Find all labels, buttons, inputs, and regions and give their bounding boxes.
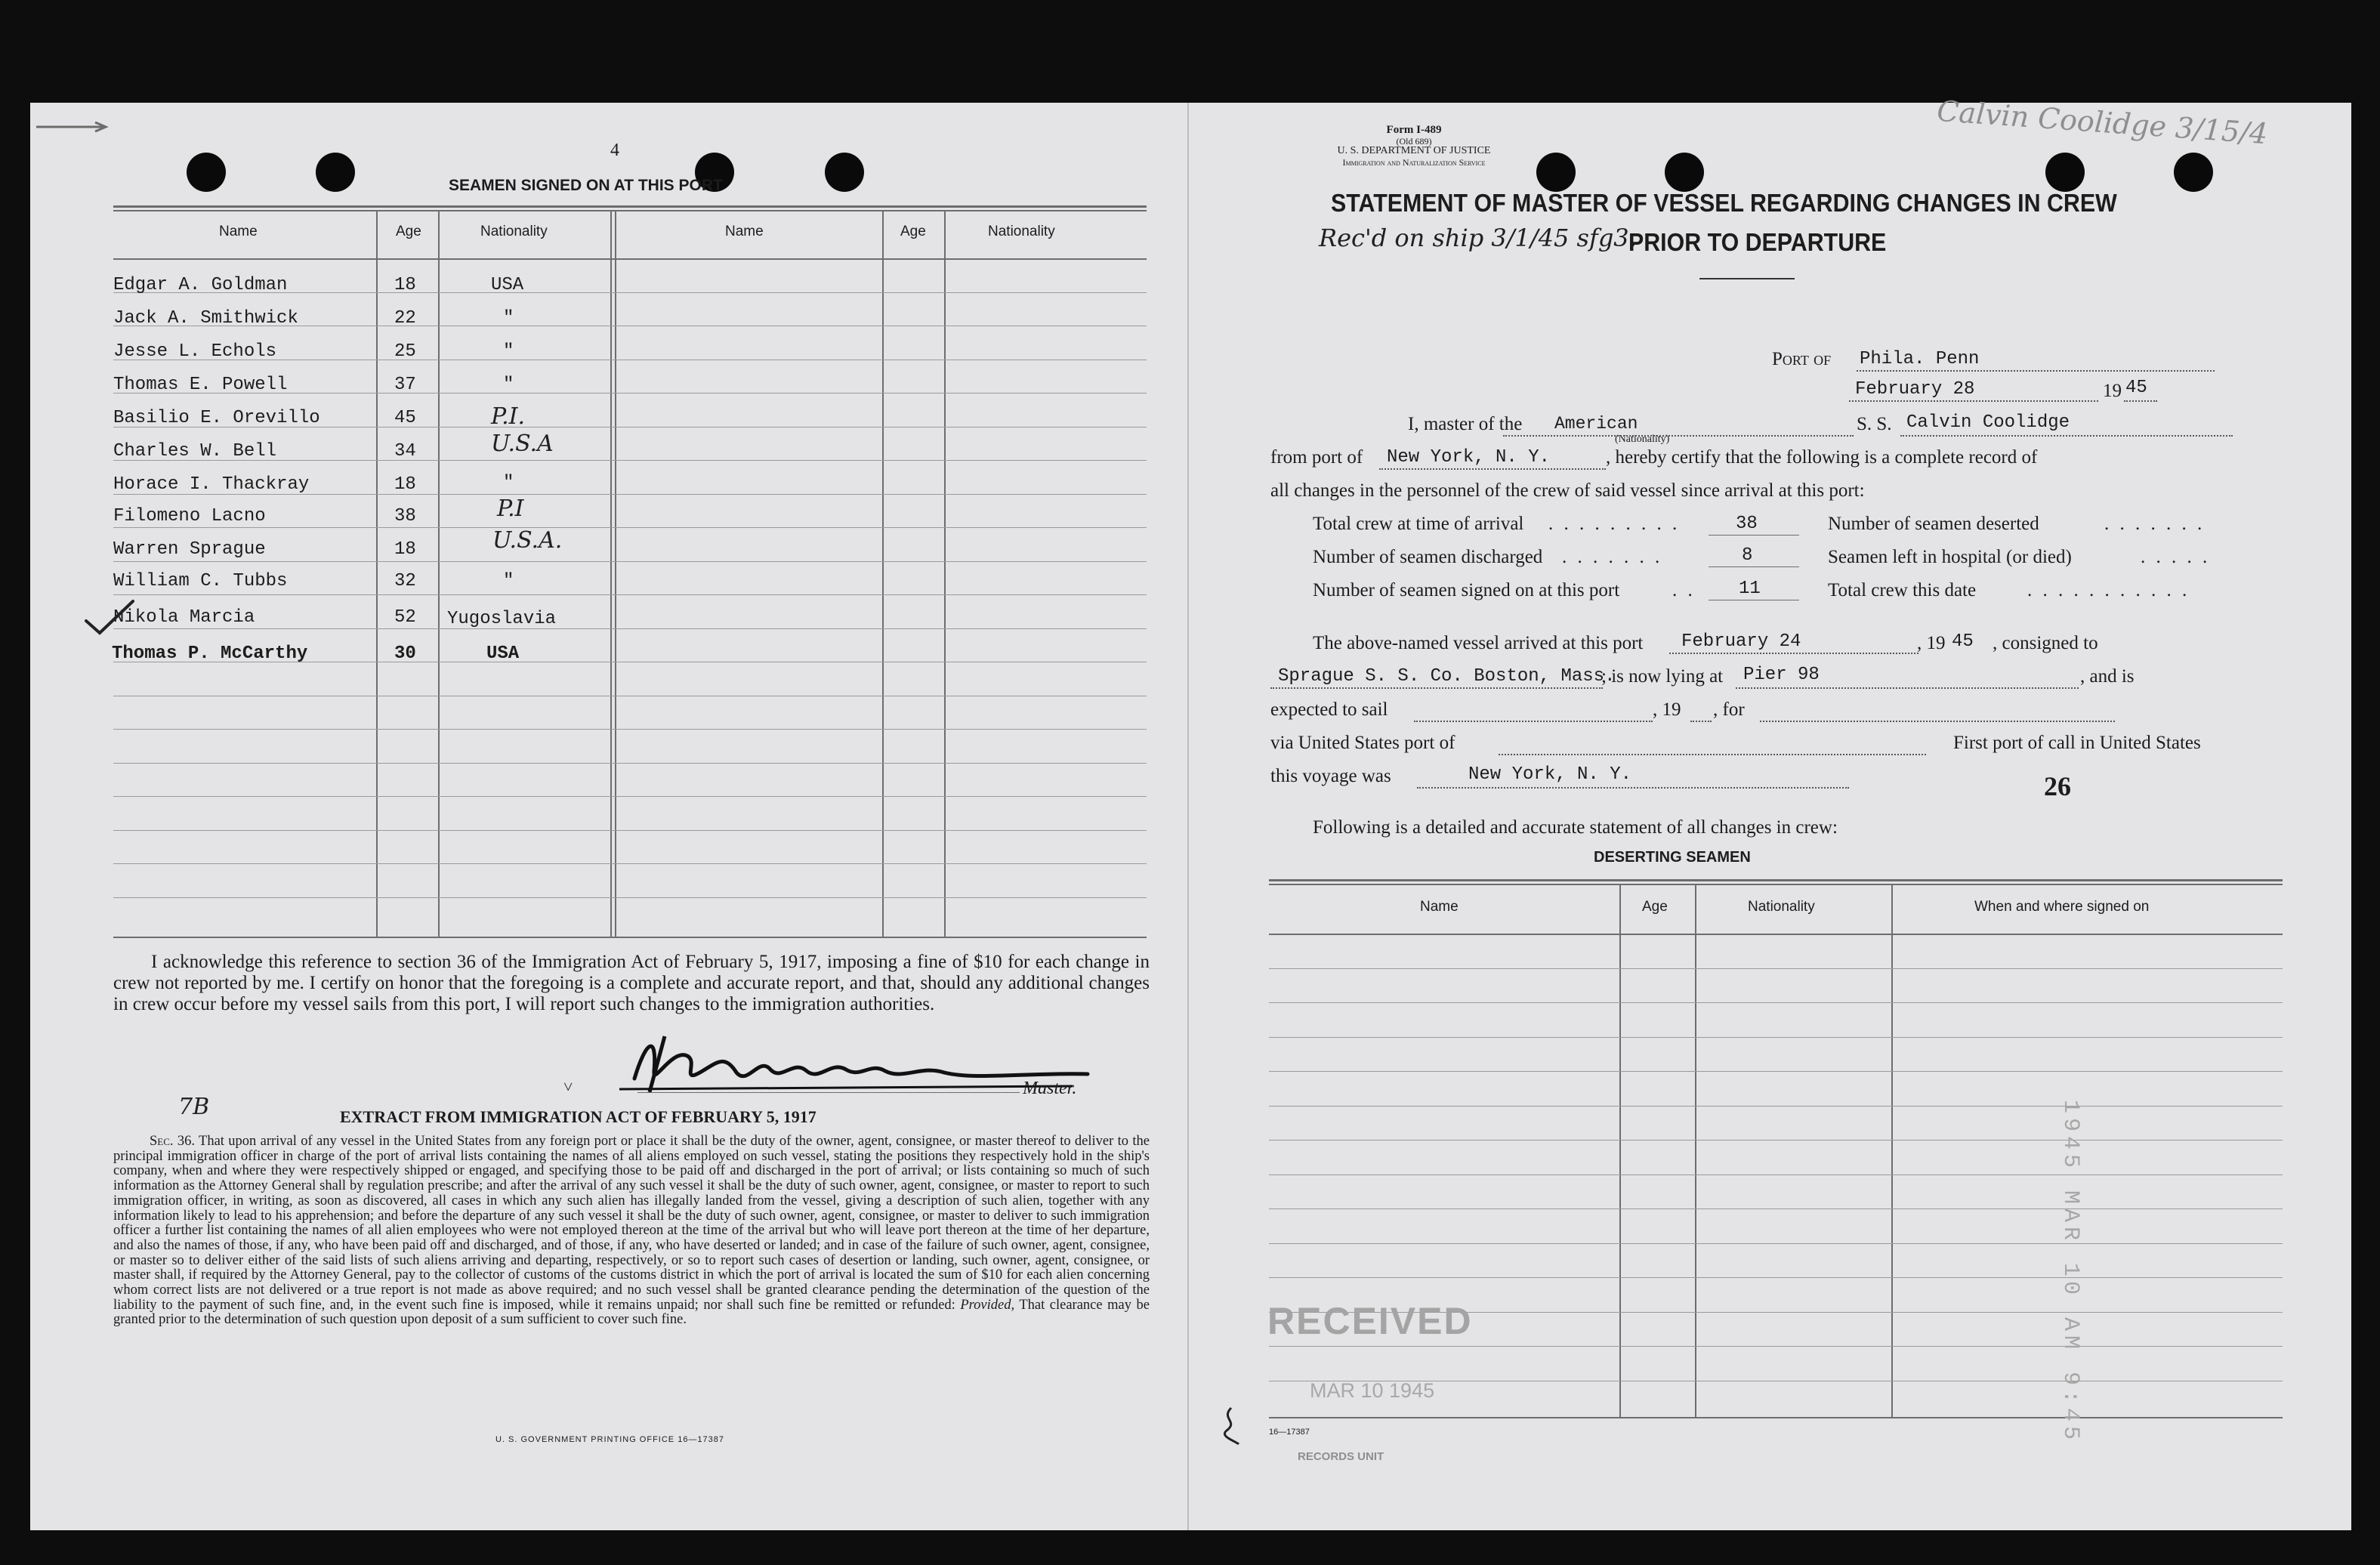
extract-title: EXTRACT FROM IMMIGRATION ACT OF FEBRUARY 5, 1917 (340, 1107, 816, 1126)
lying-value: Pier 98 (1743, 665, 1820, 685)
header-nationality: Nationality (988, 224, 1055, 239)
service: Immigration and Naturalization Service (1342, 157, 1486, 168)
seaman-name: Nikola Marcia (113, 607, 255, 628)
seaman-nationality: " (503, 473, 514, 493)
form-title: STATEMENT OF MASTER OF VESSEL REGARDING CHANGES IN CREW (1331, 189, 2117, 217)
form-subtitle: PRIOR TO DEPARTURE (1628, 228, 1887, 256)
signature-mark: ˅ (563, 1077, 573, 1096)
total-today-label: Total crew this date (1828, 580, 1977, 600)
seaman-age: 30 (394, 644, 416, 664)
punch-hole (2174, 153, 2213, 192)
seaman-nationality: P.I. (491, 403, 526, 430)
seaman-name: Thomas E. Powell (113, 375, 288, 395)
records-unit-stamp: RECORDS UNIT (1298, 1450, 1384, 1463)
signed-on-value: 11 (1739, 579, 1761, 599)
received-time-stamp: 1945 MAR 10 AM 9:45 (2057, 1100, 2083, 1445)
arrived-year-prefix: , 19 (1917, 633, 1946, 653)
seaman-age: 18 (394, 539, 416, 560)
arrow-mark-icon (35, 119, 118, 134)
header-name: Name (725, 224, 764, 239)
form-number: Form I-489 (1386, 124, 1442, 136)
row-rule (113, 830, 1147, 831)
from-port-label: from port of (1270, 447, 1363, 468)
seaman-age: 45 (394, 408, 416, 428)
port-value: Phila. Penn (1860, 349, 1980, 369)
seaman-age: 38 (394, 506, 416, 526)
seaman-name: Charles W. Bell (113, 441, 277, 461)
master-signature (604, 1026, 1095, 1101)
expected-label: expected to sail (1270, 699, 1388, 720)
received-stamp: RECEIVED (1267, 1300, 1473, 1342)
seaman-nationality: U.S.A (491, 431, 554, 457)
date-value: February 28 (1855, 379, 1975, 400)
year-prefix: 19 (2103, 381, 2122, 401)
seaman-name: William C. Tubbs (113, 571, 288, 591)
page-count-number: 26 (2044, 771, 2071, 801)
checkmark-icon (83, 598, 136, 636)
this-voyage-value: New York, N. Y. (1468, 764, 1632, 785)
seaman-age: 52 (394, 607, 416, 628)
certify-text: , hereby certify that the following is a complete record of (1606, 447, 2038, 468)
corner-handwriting: Calvin Coolidge 3/15/4 (1935, 94, 2269, 151)
punch-hole (187, 153, 226, 192)
arrived-year: 45 (1952, 631, 1974, 652)
via-label: via United States port of (1270, 733, 1455, 753)
header-age: Age (900, 224, 926, 239)
seaman-name: Jack A. Smithwick (113, 308, 298, 329)
discharged-label: Number of seamen discharged (1313, 547, 1543, 567)
consigned-label: , consigned to (1993, 633, 2098, 653)
header-when-where: When and where signed on (1974, 899, 2150, 915)
row-rule (113, 796, 1147, 797)
seaman-age: 18 (394, 275, 416, 295)
first-port-label: First port of call in United States (1953, 733, 2201, 753)
nationality-caption: (Nationality) (1615, 434, 1670, 445)
punch-hole (1665, 153, 1704, 192)
row-rule (113, 561, 1147, 562)
received-date-stamp: MAR 10 1945 (1310, 1379, 1435, 1402)
seaman-age: 25 (394, 341, 416, 362)
expected-year-prefix: , 19 (1653, 699, 1681, 720)
row-rule (1269, 1277, 2283, 1278)
seaman-age: 22 (394, 308, 416, 329)
seaman-name: Thomas P. McCarthy (112, 644, 308, 664)
row-rule (1269, 1106, 2283, 1107)
row-rule (1269, 1243, 2283, 1244)
seaman-nationality: Yugoslavia (447, 609, 557, 629)
seaman-nationality: USA (486, 644, 520, 664)
header-nationality: Nationality (1748, 899, 1815, 915)
discharged-value: 8 (1742, 545, 1753, 566)
consignee: Sprague S. S. Co. Boston, Mass. (1278, 666, 1616, 687)
right-page (1187, 94, 2351, 1530)
row-rule (113, 863, 1147, 864)
deserting-title: DESERTING SEAMEN (1594, 849, 1751, 866)
row-rule (113, 527, 1147, 528)
seaman-name: Horace I. Thackray (113, 474, 310, 495)
seaman-name: Basilio E. Orevillo (113, 408, 320, 428)
seaman-name: Edgar A. Goldman (113, 275, 288, 295)
lying-label: ; is now lying at (1601, 666, 1724, 687)
seaman-name: Filomeno Lacno (113, 506, 266, 526)
form-code: 16—17387 (1269, 1428, 1310, 1437)
leader-dots: . . . . . (2141, 547, 2211, 567)
year-value: 45 (2125, 378, 2147, 398)
leader-dots: . . . . . . . (2104, 514, 2206, 534)
row-rule (113, 729, 1147, 730)
pencil-mark-icon (1216, 1403, 1246, 1449)
extract-section: Sec. 36. (150, 1134, 195, 1149)
leader-dots: . . . . . . . (1562, 547, 1663, 567)
row-rule (1269, 1208, 2283, 1209)
page-number: 4 (610, 140, 619, 160)
arrived-label: The above-named vessel arrived at this port (1313, 633, 1644, 653)
header-age: Age (1642, 899, 1668, 915)
punch-hole (2045, 153, 2085, 192)
margin-note: 7B (178, 1094, 210, 1120)
master-of-label: I, master of the (1408, 414, 1523, 434)
punch-hole (316, 153, 355, 192)
seaman-nationality: U.S.A. (492, 527, 563, 554)
seaman-nationality: P.I (497, 495, 524, 522)
seaman-name: Jesse L. Echols (113, 341, 277, 362)
seaman-age: 34 (394, 441, 416, 461)
extract-text: Sec. 36. That upon arrival of any vessel in the United States from any foreign port or place it shall be the duty of the owner, agent, consignee, or master thereof to deliver to the principal immigration officer in charge of the port of arrival lists containing the names of all aliens employed on such vessel, stating the positions they respectively hold in the ship's company, when and where they were respectively shipped or engaged, and specifying those to be paid off and discharged in the port of arrival; or lists containing so much of such information as the Attorney General shall by regulation prescribe; and after the arrival of any such vessel it shall be the duty of such owner, agent, consignee, or master to report to such immigration officer, in writing, as soon as discovered, all cases in which any such alien has illegally landed from the vessel, giving a description of such alien, together with any information likely to lead to his apprehension; and before the departure of any such vessel it shall be the duty of such owner, agent, consignee, or master to deliver to such immigration officer a further list containing the names of all alien employees who were not employed thereon at the time of the arrival but who will leave port thereon at the time of her departure, and also the names of those, if any, who have been paid off and discharged, and of those, if any, who have deserted or landed; and in case of the failure of such owner, agent, consignee, or master so to deliver either of the said lists of such aliens arriving and departing, respectively, or so to report such cases of desertion or landing, such owner, agent, consignee, or master shall, if required by the Attorney General, pay to the collector of customs of the customs district in which the port of arrival is located the sum of $10 for each alien concerning whom correct lists are not delivered or a true report is not made as above required; and no such vessel shall be granted clearance pending the determination of the question of the liability to the payment of such fine, and, in the event such fine is imposed, while it remains unpaid; nor shall such fine be remitted or refunded: Provided, That clearance may be granted prior to the determination of such question upon deposit of a sum sufficient to cover such fine. (113, 1134, 1150, 1328)
seaman-nationality: USA (491, 275, 524, 295)
deserted-label: Number of seamen deserted (1828, 514, 2039, 534)
row-rule (1269, 1346, 2283, 1347)
leader-dots: . . (1672, 580, 1696, 600)
total-crew-label: Total crew at time of arrival (1313, 514, 1524, 534)
section-title: SEAMEN SIGNED ON AT THIS PORT (449, 177, 723, 194)
header-age: Age (396, 224, 421, 239)
seaman-age: 32 (394, 571, 416, 591)
signed-on-label: Number of seamen signed on at this port (1313, 580, 1620, 600)
changes-text: all changes in the personnel of the crew of said vessel since arrival at this port: (1270, 480, 1865, 501)
row-rule (113, 628, 1147, 629)
from-port-value: New York, N. Y. (1387, 447, 1551, 468)
form-old-number: (Old 689) (1396, 136, 1432, 147)
department: U. S. DEPARTMENT OF JUSTICE (1337, 145, 1491, 156)
row-rule (113, 594, 1147, 595)
seaman-age: 37 (394, 375, 416, 395)
header-name: Name (1420, 899, 1459, 915)
this-voyage-label: this voyage was (1270, 766, 1391, 786)
left-page (30, 103, 1187, 1530)
nationality-value: American (1554, 414, 1638, 434)
vessel-name: Calvin Coolidge (1906, 412, 2070, 433)
seaman-nationality: " (503, 341, 514, 362)
seaman-nationality: " (503, 308, 514, 329)
row-rule (113, 897, 1147, 898)
hospital-label: Seamen left in hospital (or died) (1828, 547, 2072, 567)
leader-dots: . . . . . . . . . . . (2027, 580, 2190, 600)
seaman-nationality: " (503, 375, 514, 395)
seaman-nationality: " (503, 571, 514, 591)
ss-label: S. S. (1857, 414, 1892, 434)
for-label: , for (1713, 699, 1745, 720)
printing-office: U. S. GOVERNMENT PRINTING OFFICE 16—17387 (495, 1435, 725, 1444)
arrived-date: February 24 (1681, 631, 1801, 652)
signature-caption: Master. (1023, 1079, 1077, 1098)
following-text: Following is a detailed and accurate statement of all changes in crew: (1313, 817, 1838, 838)
header-nationality: Nationality (480, 224, 548, 239)
row-rule (113, 763, 1147, 764)
seaman-name: Warren Sprague (113, 539, 266, 560)
row-rule (1269, 1002, 2283, 1003)
seaman-age: 18 (394, 474, 416, 495)
row-rule (1269, 1037, 2283, 1038)
acknowledgement-text: I acknowledge this reference to section 36 of the Immigration Act of February 5, 1917, imposing a fine of $10 for each change in crew not reported by me. I certify on honor that the foregoing is a complete and accurate report, and that, should any additional changes in crew occur before my vessel sails from this port, I will report such changes to the immigration authorities. (113, 952, 1150, 1014)
port-label: Port of (1772, 349, 1832, 369)
and-is-label: , and is (2080, 666, 2135, 687)
row-rule (1269, 968, 2283, 969)
row-rule (1269, 1140, 2283, 1141)
total-crew-value: 38 (1736, 514, 1758, 534)
handwritten-received-note: Rec'd on ship 3/1/45 sfg3. (1319, 224, 1637, 252)
row-rule (1269, 1071, 2283, 1072)
leader-dots: . . . . . . . . . (1548, 514, 1681, 534)
header-name: Name (219, 224, 258, 239)
punch-hole (825, 153, 864, 192)
